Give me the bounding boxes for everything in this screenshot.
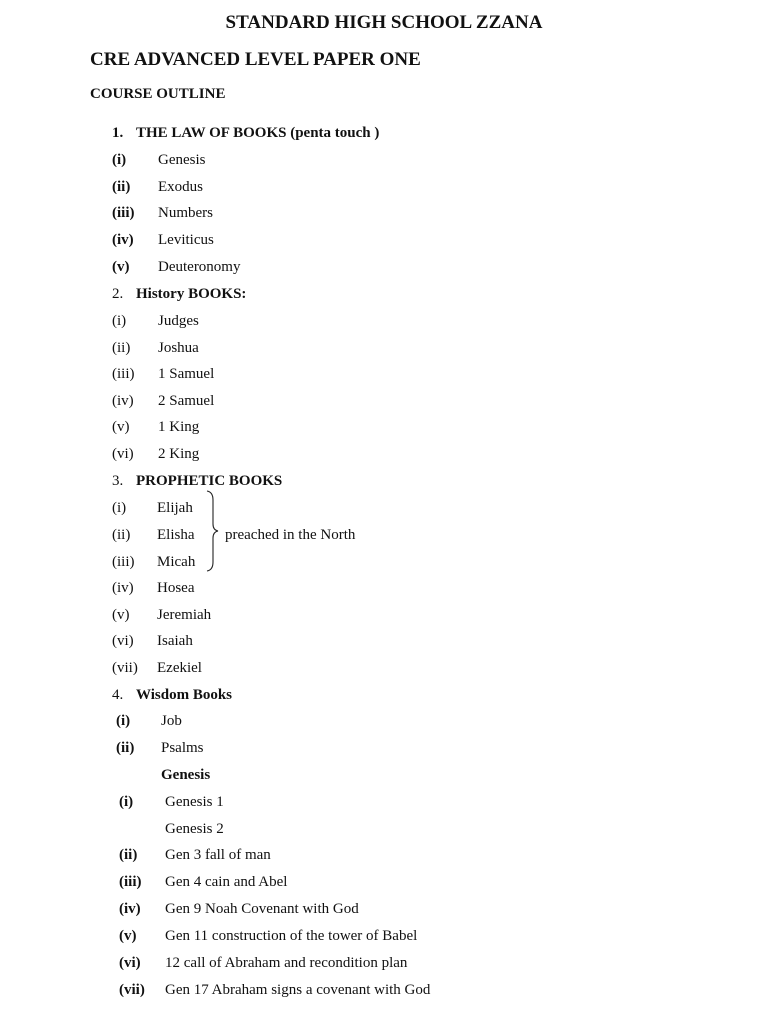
school-title: STANDARD HIGH SCHOOL ZZANA (225, 12, 543, 33)
section-1-item-text: Numbers (158, 205, 213, 221)
paper-title: CRE ADVANCED LEVEL PAPER ONE (90, 49, 421, 70)
section-3-title: PROPHETIC BOOKS (136, 473, 283, 489)
genesis-item-text: 12 call of Abraham and recondition plan (165, 955, 408, 971)
genesis-item-numeral: (iv) (119, 901, 141, 917)
section-3-item-numeral: (iii) (112, 554, 135, 570)
section-3-item-text: Elisha (157, 527, 195, 543)
section-2-item-text: Joshua (158, 340, 199, 356)
genesis-item-text: Gen 11 construction of the tower of Babel (165, 928, 418, 944)
section-3-item-text: Ezekiel (157, 660, 202, 676)
section-2-item-numeral: (v) (112, 419, 130, 435)
section-3-item-numeral: (vi) (112, 633, 134, 649)
section-4-item-numeral: (ii) (116, 740, 135, 756)
section-3-item-numeral: (vii) (112, 660, 138, 676)
genesis-item-text: Gen 17 Abraham signs a covenant with God (165, 982, 431, 998)
section-1-number: 1. (112, 125, 124, 141)
section-3-item-text: Jeremiah (157, 607, 212, 623)
brace-annotation: preached in the North (225, 527, 356, 543)
section-2-title: History BOOKS: (136, 286, 247, 302)
section-2-item-text: 1 Samuel (158, 366, 215, 382)
genesis-item-text: Gen 9 Noah Covenant with God (165, 901, 359, 917)
section-2-item-numeral: (vi) (112, 446, 134, 462)
genesis-item-numeral: (i) (119, 794, 134, 810)
genesis-heading: Genesis (161, 767, 211, 783)
section-2-item-numeral: (i) (112, 313, 127, 329)
section-3-item-numeral: (v) (112, 607, 130, 623)
section-2-item-numeral: (iv) (112, 393, 134, 409)
section-4-item-text: Psalms (161, 740, 204, 756)
section-1-item-numeral: (ii) (112, 179, 131, 195)
section-3-item-text: Micah (157, 554, 196, 570)
genesis-item-text: Gen 3 fall of man (165, 847, 271, 863)
section-2-item-text: Judges (158, 313, 199, 329)
section-2-item-text: 2 Samuel (158, 393, 215, 409)
section-1-item-text: Leviticus (158, 232, 214, 248)
section-2-item-text: 1 King (158, 419, 200, 435)
genesis-item-text: Genesis 1 (165, 794, 224, 810)
section-1-item-numeral: (v) (112, 259, 130, 275)
section-2-number: 2. (112, 286, 124, 302)
section-1-title: THE LAW OF BOOKS (penta touch ) (136, 125, 380, 141)
section-3-item-text: Elijah (157, 500, 193, 516)
curly-brace-icon (203, 490, 223, 572)
section-4-item-numeral: (i) (116, 713, 131, 729)
section-2-item-text: 2 King (158, 446, 200, 462)
section-2-item-numeral: (iii) (112, 366, 135, 382)
genesis-item-numeral: (vii) (119, 982, 145, 998)
genesis-item-numeral: (vi) (119, 955, 141, 971)
genesis-item-text: Genesis 2 (165, 821, 224, 837)
section-4-title: Wisdom Books (136, 687, 233, 703)
genesis-item-numeral: (ii) (119, 847, 138, 863)
section-1-item-text: Deuteronomy (158, 259, 241, 275)
section-1-item-text: Genesis (158, 152, 206, 168)
section-3-item-text: Isaiah (157, 633, 193, 649)
course-outline-heading: COURSE OUTLINE (90, 86, 226, 102)
genesis-item-numeral: (iii) (119, 874, 142, 890)
section-3-item-numeral: (ii) (112, 527, 131, 543)
section-1-item-numeral: (iv) (112, 232, 134, 248)
section-4-item-text: Job (161, 713, 182, 729)
section-1-item-numeral: (i) (112, 152, 127, 168)
genesis-item-text: Gen 4 cain and Abel (165, 874, 288, 890)
section-2-item-numeral: (ii) (112, 340, 131, 356)
section-1-item-numeral: (iii) (112, 205, 135, 221)
section-3-item-numeral: (iv) (112, 580, 134, 596)
section-4-number: 4. (112, 687, 124, 703)
section-3-item-text: Hosea (157, 580, 195, 596)
section-3-item-numeral: (i) (112, 500, 127, 516)
section-3-number: 3. (112, 473, 124, 489)
section-1-item-text: Exodus (158, 179, 203, 195)
genesis-item-numeral: (v) (119, 928, 137, 944)
